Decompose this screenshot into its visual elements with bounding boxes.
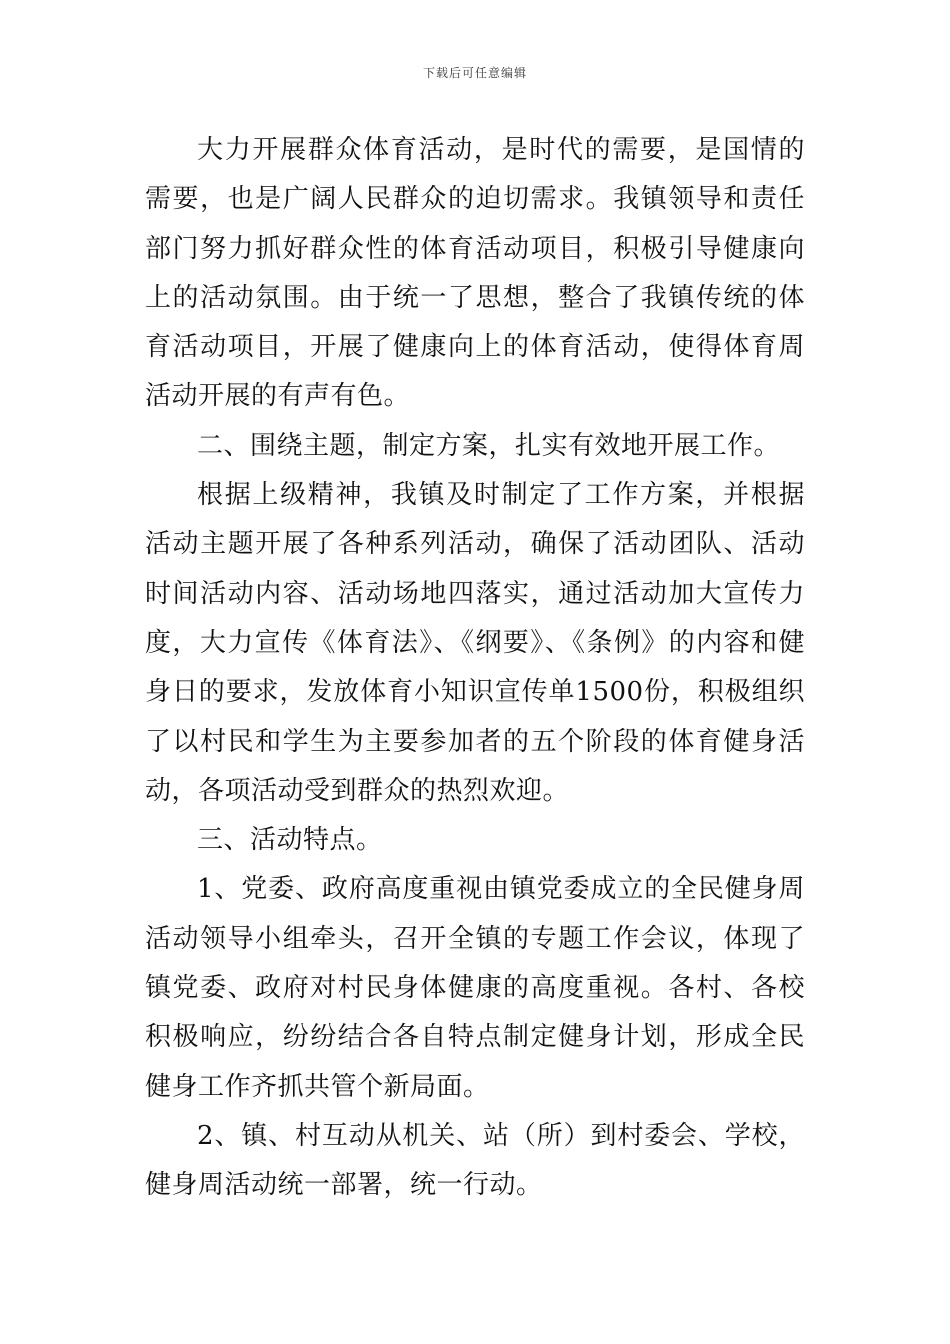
page-header: 下载后可任意编辑 — [422, 66, 527, 80]
paragraph-point-1: 1、党委、政府高度重视由镇党委成立的全民健身周活动领导小组牵头，召开全镇的专题工作会议，体现了镇党委、政府对村民身体健康的高度重视。各村、各校积极响应，纷纷结合各自特点制定健身计划，形成全民健身工作齐抓共管个新局面。 — [145, 874, 805, 1102]
heading-section-3: 三、活动特点。 — [197, 825, 383, 856]
paragraph-point-2: 2、镇、村互动从机关、站（所）到村委会、学校，健身周活动统一部署，统一行动。 — [145, 1120, 805, 1201]
document-body — [145, 126, 805, 1211]
paragraph-section-2: 根据上级精神，我镇及时制定了工作方案，并根据活动主题开展了各种系列活动，确保了活动团队、活动时间活动内容、活动场地四落实，通过活动加大宣传力度，大力宣传《体育法》、《纲要》、《条例》的内容和健身日的要求，发放体育小知识宣传单1500份，积极组织了以村民和学生为主要参加者的五个阶段的体育健身活动，各项活动受到群众的热烈欢迎。 — [145, 480, 805, 806]
paragraph-intro: 大力开展群众体育活动，是时代的需要，是国情的需要，也是广阔人民群众的迫切需求。我镇领导和责任部门努力抓好群众性的体育活动项目，积极引导健康向上的活动氛围。由于统一了思想，整合了我镇传统的体育活动项目，开展了健康向上的体育活动，使得体育周活动开展的有声有色。 — [145, 135, 805, 412]
heading-section-2: 二、围绕主题，制定方案，扎实有效地开展工作。 — [197, 430, 781, 461]
